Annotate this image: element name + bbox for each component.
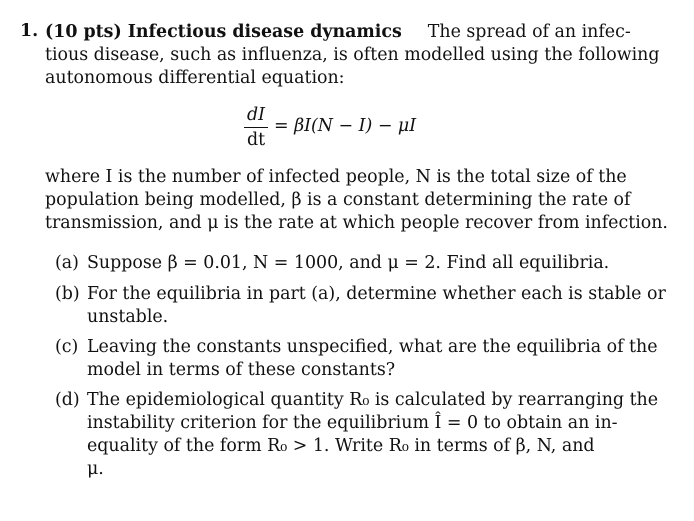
part-a-line-1: Suppose β = 0.01, N = 1000, and μ = 2. Find all equilibria. xyxy=(87,253,610,273)
intro-line-3: autonomous differential equation: xyxy=(45,68,345,88)
part-d-line-1: The epidemiological quantity R₀ is calculated by rearranging the xyxy=(87,390,659,410)
where-line-2: population being modelled, β is a constant determining the rate of xyxy=(45,190,631,210)
part-c-label: (c) xyxy=(55,337,79,357)
part-b-label: (b) xyxy=(55,284,80,304)
variable-definitions xyxy=(45,166,668,235)
part-d-line-2: instability criterion for the equilibrium Î = 0 to obtain an in- xyxy=(87,413,618,433)
part-c-line-2: model in terms of these constants? xyxy=(87,360,396,380)
part-b-line-1: For the equilibria in part (a), determine whether each is stable or xyxy=(87,284,666,304)
equation-rhs: = βI(N − I) − μI xyxy=(274,116,417,136)
question-intro xyxy=(45,21,660,90)
where-line-3: transmission, and μ is the rate at which people recover from infection. xyxy=(45,213,668,233)
part-d-line-3: equality of the form R₀ > 1. Write R₀ in terms of β, N, and xyxy=(87,436,595,456)
where-line-1: where I is the number of infected people, N is the total size of the xyxy=(45,167,627,187)
part-b-line-2: unstable. xyxy=(87,307,169,327)
equation-denominator: dt xyxy=(246,130,266,150)
equation-numerator: dI xyxy=(246,105,265,125)
question-title: (10 pts) Infectious disease dynamics xyxy=(45,22,402,42)
intro-line-2: tious disease, such as influenza, is often modelled using the following xyxy=(45,45,660,65)
derivative-fraction xyxy=(244,104,268,151)
part-d-label: (d) xyxy=(55,390,80,410)
part-a-label: (a) xyxy=(55,253,79,273)
part-d-line-4: μ. xyxy=(87,459,104,479)
fraction-bar xyxy=(244,127,268,128)
part-c-line-1: Leaving the constants unspecified, what are the equilibria of the xyxy=(87,337,658,357)
question-number: 1. xyxy=(20,21,39,41)
intro-line-1: The spread of an infec- xyxy=(427,22,631,42)
